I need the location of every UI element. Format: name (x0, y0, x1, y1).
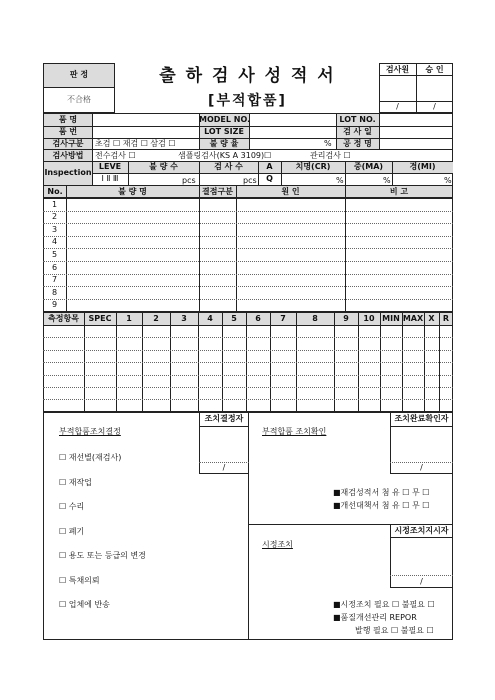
minor-label: 경(MI) (409, 162, 436, 171)
reinspect-report-checkbox[interactable]: ■재검성적서 첨 유 ☐ 무 ☐ (333, 488, 430, 497)
defect-row-number: 6 (52, 262, 58, 272)
countermeasure-checkbox[interactable]: ■개선대책서 첨 유 ☐ 무 ☐ (333, 501, 430, 510)
aql-q-label: Q (266, 174, 273, 183)
lot-size-label: LOT SIZE (204, 127, 244, 136)
disposition-option[interactable]: ☐ 용도 또는 등급의 변경 (59, 551, 146, 560)
defect-count-label: 불 량 수 (149, 162, 178, 171)
major-label: 중(MA) (353, 162, 384, 171)
defect-row-number: 1 (52, 199, 58, 209)
quality-report-label: ■품질개선관리 REPOR (333, 613, 417, 622)
defect-row-number: 2 (52, 212, 58, 222)
document-subtitle: [부적합품] (208, 93, 287, 109)
measure-header: 5 (231, 314, 237, 323)
disposition-option[interactable]: ☐ 수리 (59, 502, 85, 511)
judgment-label: 판 정 (69, 70, 89, 79)
issue-need-checkbox[interactable]: 발행 필요 ☐ 불필요 ☐ (355, 626, 434, 635)
completion-date: / (420, 463, 423, 472)
disposition-option[interactable]: ☐ 폐기 (59, 526, 85, 536)
minor-unit: % (444, 176, 452, 185)
measure-header: 8 (312, 314, 318, 323)
trial-need-checkbox[interactable]: ■시정조치 필요 ☐ 불필요 ☐ (333, 600, 435, 609)
decision-title: 부적합품조치결정 (59, 427, 121, 436)
measure-header: 2 (153, 314, 159, 323)
measure-header: SPEC (88, 314, 112, 323)
defect-rate-unit: % (324, 139, 332, 148)
col-defect-name: 불 량 명 (118, 187, 147, 196)
measure-header: 3 (181, 314, 187, 323)
trial-date: / (420, 577, 423, 586)
critical-unit: % (336, 176, 344, 185)
measure-header: R (442, 314, 450, 323)
defect-row-number: 4 (52, 237, 58, 247)
trial-title: 시정조치 (262, 540, 293, 549)
measure-header: 측정항목 (48, 314, 79, 323)
disposition-option[interactable]: ☐ 특채의뢰 (59, 575, 100, 585)
aql-a-label: A (266, 162, 273, 171)
defect-count-unit: pcs (182, 176, 196, 185)
inspector-date: / (396, 102, 399, 111)
defect-row-number: 8 (52, 287, 58, 297)
decider-label: 조치결정자 (204, 414, 244, 423)
item-name-label: 품 명 (58, 115, 78, 124)
measure-header: 9 (343, 314, 349, 323)
trial-instructor-label: 시정조치지시자 (394, 526, 449, 535)
method-full-checkbox[interactable]: 전수검사 ☐ (95, 151, 136, 160)
critical-label: 치명(CR) (295, 162, 331, 171)
measure-header: 4 (207, 314, 213, 323)
decider-date: / (222, 463, 226, 472)
model-no-label: MODEL NO. (199, 115, 251, 124)
measure-header: 10 (363, 314, 375, 323)
level-label: LEVE (98, 162, 122, 171)
inspect-count-label: 검 사 수 (214, 162, 243, 171)
approval-date: / (433, 102, 436, 111)
col-defect-type: 결점구분 (202, 187, 233, 196)
col-cause: 원 인 (281, 187, 300, 196)
defect-row-number: 5 (52, 249, 58, 259)
inspector-label: 검사원 (385, 65, 410, 74)
measure-header: 7 (280, 314, 286, 323)
inspection-date-label: 검 사 일 (343, 127, 372, 136)
defect-row-number: 7 (52, 275, 58, 285)
inspect-count-unit: pcs (243, 176, 257, 185)
defect-row-number: 9 (52, 300, 58, 310)
disposition-option[interactable]: ☐ 업체에 반송 (59, 600, 110, 609)
measure-header: 6 (255, 314, 261, 323)
process-label: 공 정 명 (343, 139, 372, 148)
inspection-method-label: 검사방법 (52, 151, 84, 160)
level-options[interactable]: Ⅰ Ⅱ Ⅲ (101, 174, 119, 183)
method-control-checkbox[interactable]: 관리검사 ☐ (310, 151, 351, 160)
measure-header: MAX (402, 314, 424, 323)
method-sampling-checkbox[interactable]: 샘플링검사(KS A 3109)☐ (178, 151, 272, 160)
inspection-type-label: 검사구분 (52, 139, 84, 148)
inspection-label: Inspection (44, 168, 92, 177)
completion-label: 조치완료확인자 (394, 414, 449, 423)
major-unit: % (383, 176, 391, 185)
item-no-label: 품 번 (58, 127, 78, 136)
document-title: 출 하 검 사 성 적 서 (159, 66, 336, 86)
measure-header: X (428, 314, 435, 323)
disposition-option[interactable]: ☐ 재작업 (59, 477, 92, 487)
col-no: No. (47, 187, 63, 196)
col-remark: 비 고 (389, 187, 409, 196)
approval-label: 승 인 (425, 65, 444, 74)
lot-no-label: LOT NO. (339, 115, 376, 124)
measure-header: 1 (126, 314, 132, 323)
confirm-title: 부적합품 조치확인 (262, 427, 327, 436)
measure-header: MIN (382, 314, 400, 323)
inspection-type-options[interactable]: 초검 ☐ 재검 ☐ 삼검 ☐ (95, 139, 176, 148)
defect-row-number: 3 (52, 224, 58, 234)
disposition-option[interactable]: ☐ 재선별(재검사) (59, 453, 122, 462)
defect-rate-label: 불 량 율 (209, 139, 239, 148)
judgment-value: 不合格 (67, 95, 91, 104)
